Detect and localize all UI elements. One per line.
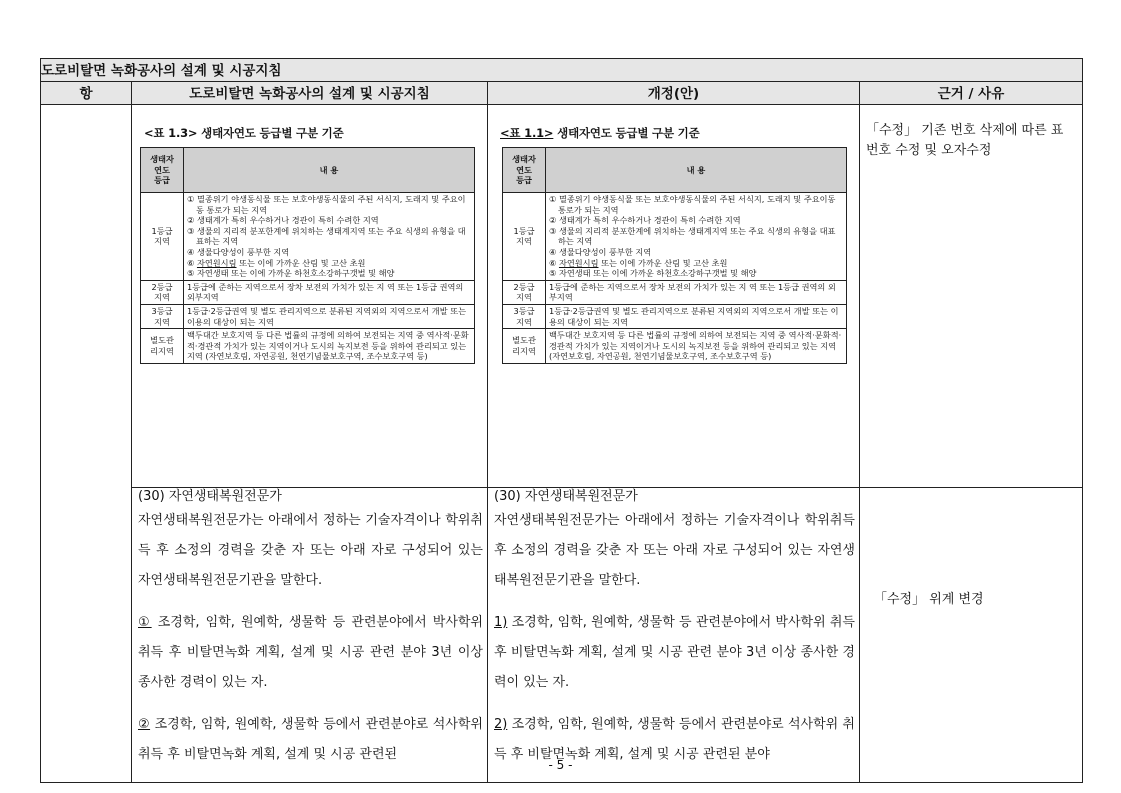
revision-table-caption: <표 1.1> 생태자연도 등급별 구분 기준	[500, 126, 700, 140]
special-zone: 별도관 리지역	[141, 329, 184, 364]
grade-3: 3등급 지역	[503, 304, 546, 328]
grade-1-item: ② 생태계가 특히 우수하거나 경관이 특히 수려한 지역	[187, 215, 379, 226]
grade-3: 3등급 지역	[141, 304, 184, 328]
revision-definition	[488, 488, 859, 770]
revision-text-cell	[488, 488, 860, 783]
grade-1-item: ⑥ 자연원시림 또는 이에 가까운 산림 및 고산 초원	[549, 257, 728, 268]
header-reason: 근거 / 사유	[860, 82, 1083, 105]
definition-heading: (30) 자연생태복원전문가	[138, 489, 282, 504]
grade-header: 생태자 연도 등급	[503, 148, 546, 193]
definition-intro: 자연생태복원전문가는 아래에서 정하는 기술자격이나 학위취득 후 소정의 경력을 갖춘 자 또는 아래 자로 구성되어 있는 자연생태복원전문기관을 말한다.	[138, 513, 483, 588]
revision-table-cell	[488, 105, 860, 488]
reason-text-1: 「수정」 기존 번호 삭제에 따른 표 번호 수정 및 오자수정	[866, 123, 1064, 158]
grade-1-item: ③ 생물의 지리적 분포한계에 위치하는 생태계지역 또는 주요 식생의 유형을 대표하는 지역	[187, 225, 466, 247]
highlighted-term: 자연원시림	[196, 257, 237, 268]
definition-intro: 자연생태복원전문가는 아래에서 정하는 기술자격이나 학위취득 후 소정의 경력을 갖춘 자 또는 아래 자로 구성되어 있는 자연생태복원전문기관을 말한다.	[494, 513, 855, 588]
header-clause: 항	[41, 82, 132, 105]
grade-1: 1등급 지역	[503, 193, 546, 281]
definition-item-1: ① 조경학, 임학, 원예학, 생물학 등 관련분야에서 박사학위 취득 후 비탈면녹화 계획, 설계 및 시공 관련 분야 3년 이상 종사한 경력이 있는 자.	[138, 615, 483, 690]
definition-item-2: 2) 조경학, 임학, 원예학, 생물학 등에서 관련분야로 석사학위 취득 후 비탈면녹화 계획, 설계 및 시공 관련된 분야	[494, 717, 855, 762]
reason-cell-2	[860, 488, 1083, 783]
revision-grade-table	[502, 147, 847, 364]
page-number: - 5 -	[548, 758, 573, 772]
grade-1-item: ④ 생물다양성이 풍부한 지역	[187, 246, 290, 257]
grade-2-content: 1등급에 준하는 지역으로서 장차 보전의 가치가 있는 지 역 또는 1등급 권역의 외부지역	[546, 280, 847, 304]
definition-heading: (30) 자연생태복원전문가	[494, 489, 638, 504]
document-page	[40, 58, 1082, 783]
definition-item-2: ② 조경학, 임학, 원예학, 생물학 등에서 관련분야로 석사학위 취득 후 비탈면녹화 계획, 설계 및 시공 관련된	[138, 717, 483, 762]
grade-1-item: ③ 생물의 지리적 분포한계에 위치하는 생태계지역 또는 주요 식생의 유형을 대표하는 지역	[549, 225, 836, 247]
current-table-caption: <표 1.3> 생태자연도 등급별 구분 기준	[144, 126, 344, 140]
reason-cell-1	[860, 105, 1083, 488]
comparison-table	[40, 58, 1083, 783]
grade-1-item: ⑤ 자연생태 또는 이에 가까운 하천호소강하구갯벌 및 해양	[187, 268, 395, 279]
current-table-cell	[132, 105, 488, 488]
grade-1-content	[184, 193, 475, 281]
grade-1-item: ① 멸종위기 야생동식물 또는 보호야생동식물의 주된 서식지, 도래지 및 주요이동 통로가 되는 지역	[187, 194, 466, 215]
special-zone: 별도관 리지역	[503, 329, 546, 364]
special-zone-content: 백두대간 보호지역 등 다른 법률의 규정에 의하여 보전되는 지역 중 역사적·문화적·경관적 가치가 있는 지역이거나 도시의 녹지보전 등을 위하여 관리되고 있는 지역 (자연보호림, 자연공원, 천연기념물보호구역, 조수보호구역 등)	[184, 329, 475, 364]
grade-1: 1등급 지역	[141, 193, 184, 281]
grade-1-item: ⑤ 자연생태 또는 이에 가까운 하천호소강하구갯벌 및 해양	[549, 268, 757, 279]
definition-item-1: 1) 조경학, 임학, 원예학, 생물학 등 관련분야에서 박사학위 취득 후 비탈면녹화 계획, 설계 및 시공 관련 분야 3년 이상 종사한 경력이 있는 자.	[494, 615, 855, 690]
content-header: 내 용	[546, 148, 847, 193]
current-grade-table	[140, 147, 475, 364]
content-header: 내 용	[184, 148, 475, 193]
grade-1-item: ① 멸종위기 야생동식물 또는 보호야생동식물의 주된 서식지, 도래지 및 주요이동 통로가 되는 지역	[549, 194, 836, 215]
header-current: 도로비탈면 녹화공사의 설계 및 시공지침	[132, 82, 488, 105]
document-title: 도로비탈면 녹화공사의 설계 및 시공지침	[41, 59, 1083, 82]
reason-text-2: 「수정」 위계 변경	[874, 592, 984, 607]
grade-header: 생태자 연도 등급	[141, 148, 184, 193]
grade-3-content: 1등급·2등급권역 및 별도 관리지역으로 분류된 지역외의 지역으로서 개발 또는 이용의 대상이 되는 지역	[184, 304, 475, 328]
special-zone-content: 백두대간 보호지역 등 다른 법률의 규정에 의하여 보전되는 지역 중 역사적·문화적·경관적 가치가 있는 지역이거나 도시의 녹지보전 등을 위하여 관리되고 있는 지역 (자연보호림, 자연공원, 천연기념물보호구역, 조수보호구역 등)	[546, 329, 847, 364]
current-definition	[132, 488, 487, 770]
grade-2: 2등급 지역	[503, 280, 546, 304]
grade-1-item: ⑥ 자연원시림 또는 이에 가까운 산림 및 고산 초원	[187, 257, 366, 268]
grade-1-item: ② 생태계가 특히 우수하거나 경관이 특히 수려한 지역	[549, 215, 741, 226]
grade-1-item: ④ 생물다양성이 풍부한 지역	[549, 246, 652, 257]
highlighted-term: 자연원시림	[558, 257, 599, 268]
grade-2-content: 1등급에 준하는 지역으로서 장차 보전의 가치가 있는 지 역 또는 1등급 권역의 외부지역	[184, 280, 475, 304]
header-revision: 개정(안)	[488, 82, 860, 105]
caption-number: <표 1.1>	[500, 126, 554, 140]
grade-1-content	[546, 193, 847, 281]
clause-cell	[41, 105, 132, 783]
grade-3-content: 1등급·2등급권역 및 별도 관리지역으로 분류된 지역외의 지역으로서 개발 또는 이용의 대상이 되는 지역	[546, 304, 847, 328]
grade-2: 2등급 지역	[141, 280, 184, 304]
current-text-cell	[132, 488, 488, 783]
